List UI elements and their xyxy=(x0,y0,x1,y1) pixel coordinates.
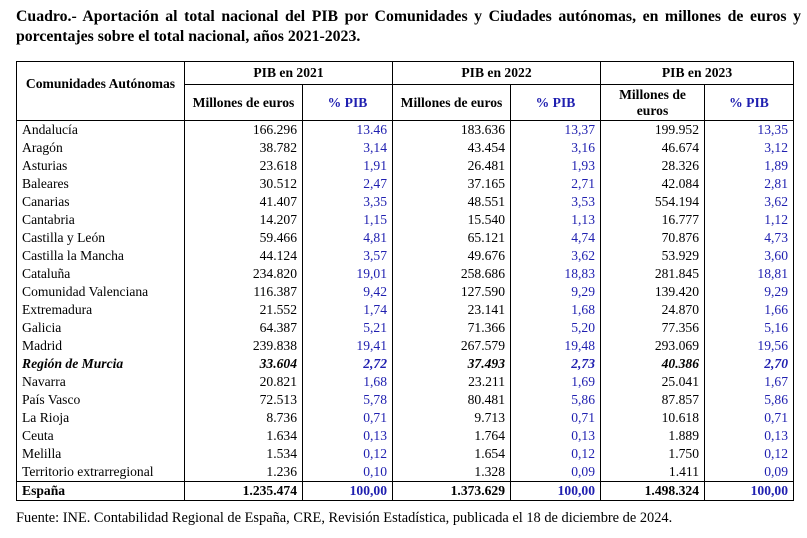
value-pct: 0,71 xyxy=(303,409,393,427)
value-millones: 127.590 xyxy=(393,283,511,301)
table-row xyxy=(17,175,794,193)
value-pct: 2,72 xyxy=(303,355,393,373)
value-millones: 41.407 xyxy=(185,193,303,211)
value-pct: 0,09 xyxy=(511,463,601,482)
table-row xyxy=(17,229,794,247)
value-millones: 23.618 xyxy=(185,157,303,175)
table-row xyxy=(17,121,794,140)
value-millones: 116.387 xyxy=(185,283,303,301)
value-pct: 13,35 xyxy=(705,121,794,140)
value-millones: 1.764 xyxy=(393,427,511,445)
value-pct: 1,91 xyxy=(303,157,393,175)
value-pct: 19,41 xyxy=(303,337,393,355)
region-name: Melilla xyxy=(17,445,185,463)
value-millones: 199.952 xyxy=(601,121,705,140)
value-millones: 70.876 xyxy=(601,229,705,247)
value-pct: 5,86 xyxy=(705,391,794,409)
table-row xyxy=(17,319,794,337)
value-millones: 24.870 xyxy=(601,301,705,319)
value-millones: 234.820 xyxy=(185,265,303,283)
subheader-millones: Millones de euros xyxy=(601,85,705,121)
table-row xyxy=(17,427,794,445)
value-millones: 43.454 xyxy=(393,139,511,157)
value-pct: 1,15 xyxy=(303,211,393,229)
table-row xyxy=(17,482,794,501)
table-row xyxy=(17,265,794,283)
value-pct: 9,42 xyxy=(303,283,393,301)
value-pct: 3,60 xyxy=(705,247,794,265)
table-caption: Cuadro.- Aportación al total nacional del PIB por Comunidades y Ciudades autónomas, en millones de euros y porcentajes sobre el total nacional, años 2021-2023. xyxy=(16,8,801,45)
region-name: Baleares xyxy=(17,175,185,193)
value-pct: 1,13 xyxy=(511,211,601,229)
subheader-millones: Millones de euros xyxy=(393,85,511,121)
value-millones: 10.618 xyxy=(601,409,705,427)
value-millones: 30.512 xyxy=(185,175,303,193)
subheader-pct: % PIB xyxy=(511,85,601,121)
value-pct: 3,16 xyxy=(511,139,601,157)
subheader-pct: % PIB xyxy=(705,85,794,121)
value-millones: 80.481 xyxy=(393,391,511,409)
table-body xyxy=(17,121,794,501)
header-year-2022: PIB en 2022 xyxy=(393,62,601,85)
value-pct: 2,73 xyxy=(511,355,601,373)
value-pct: 0,13 xyxy=(303,427,393,445)
value-pct: 3,12 xyxy=(705,139,794,157)
header-year-2023: PIB en 2023 xyxy=(601,62,794,85)
value-millones: 14.207 xyxy=(185,211,303,229)
value-millones: 267.579 xyxy=(393,337,511,355)
value-millones: 166.296 xyxy=(185,121,303,140)
value-millones: 37.493 xyxy=(393,355,511,373)
value-millones: 1.498.324 xyxy=(601,482,705,501)
value-millones: 65.121 xyxy=(393,229,511,247)
value-pct: 1,68 xyxy=(511,301,601,319)
value-millones: 183.636 xyxy=(393,121,511,140)
value-millones: 1.654 xyxy=(393,445,511,463)
table-row xyxy=(17,355,794,373)
value-pct: 0,09 xyxy=(705,463,794,482)
value-pct: 2,71 xyxy=(511,175,601,193)
region-name: Galicia xyxy=(17,319,185,337)
table-row xyxy=(17,283,794,301)
value-millones: 26.481 xyxy=(393,157,511,175)
value-millones: 239.838 xyxy=(185,337,303,355)
region-name: Madrid xyxy=(17,337,185,355)
value-millones: 1.328 xyxy=(393,463,511,482)
value-pct: 19,48 xyxy=(511,337,601,355)
region-name: Extremadura xyxy=(17,301,185,319)
value-pct: 100,00 xyxy=(705,482,794,501)
table-row xyxy=(17,157,794,175)
source-note: Fuente: INE. Contabilidad Regional de España, CRE, Revisión Estadística, publicada el 18 de diciembre de 2024. xyxy=(16,510,673,526)
value-millones: 44.124 xyxy=(185,247,303,265)
table-row xyxy=(17,301,794,319)
value-millones: 1.235.474 xyxy=(185,482,303,501)
table-row xyxy=(17,193,794,211)
table-row xyxy=(17,247,794,265)
value-pct: 2,81 xyxy=(705,175,794,193)
header-comunidades: Comunidades Autónomas xyxy=(17,62,185,121)
value-millones: 1.889 xyxy=(601,427,705,445)
value-millones: 15.540 xyxy=(393,211,511,229)
value-millones: 25.041 xyxy=(601,373,705,391)
region-name: Comunidad Valenciana xyxy=(17,283,185,301)
value-pct: 1,69 xyxy=(511,373,601,391)
subheader-millones: Millones de euros xyxy=(185,85,303,121)
value-pct: 18,83 xyxy=(511,265,601,283)
value-millones: 8.736 xyxy=(185,409,303,427)
value-millones: 77.356 xyxy=(601,319,705,337)
value-millones: 23.141 xyxy=(393,301,511,319)
value-pct: 1,89 xyxy=(705,157,794,175)
value-millones: 258.686 xyxy=(393,265,511,283)
value-pct: 3,14 xyxy=(303,139,393,157)
value-millones: 33.604 xyxy=(185,355,303,373)
value-millones: 48.551 xyxy=(393,193,511,211)
value-millones: 59.466 xyxy=(185,229,303,247)
value-millones: 40.386 xyxy=(601,355,705,373)
value-millones: 20.821 xyxy=(185,373,303,391)
region-name: Navarra xyxy=(17,373,185,391)
region-name: España xyxy=(17,482,185,501)
region-name: Castilla y León xyxy=(17,229,185,247)
value-pct: 2,70 xyxy=(705,355,794,373)
value-millones: 53.929 xyxy=(601,247,705,265)
value-pct: 9,29 xyxy=(705,283,794,301)
value-pct: 100,00 xyxy=(511,482,601,501)
header-year-2021: PIB en 2021 xyxy=(185,62,393,85)
region-name: Cataluña xyxy=(17,265,185,283)
value-millones: 1.236 xyxy=(185,463,303,482)
value-pct: 13.46 xyxy=(303,121,393,140)
value-pct: 1,93 xyxy=(511,157,601,175)
value-pct: 1,66 xyxy=(705,301,794,319)
region-name: Territorio extrarregional xyxy=(17,463,185,482)
value-pct: 3,62 xyxy=(511,247,601,265)
region-name: La Rioja xyxy=(17,409,185,427)
value-pct: 1,68 xyxy=(303,373,393,391)
table-row xyxy=(17,463,794,482)
value-millones: 71.366 xyxy=(393,319,511,337)
value-pct: 1,74 xyxy=(303,301,393,319)
value-pct: 19,01 xyxy=(303,265,393,283)
table-row xyxy=(17,391,794,409)
value-millones: 139.420 xyxy=(601,283,705,301)
value-pct: 0,12 xyxy=(511,445,601,463)
value-pct: 5,16 xyxy=(705,319,794,337)
value-pct: 0,10 xyxy=(303,463,393,482)
value-millones: 37.165 xyxy=(393,175,511,193)
table-row xyxy=(17,445,794,463)
value-millones: 1.534 xyxy=(185,445,303,463)
value-pct: 0,71 xyxy=(511,409,601,427)
value-millones: 1.373.629 xyxy=(393,482,511,501)
region-name: Andalucía xyxy=(17,121,185,140)
value-millones: 1.411 xyxy=(601,463,705,482)
value-pct: 19,56 xyxy=(705,337,794,355)
value-millones: 87.857 xyxy=(601,391,705,409)
value-pct: 4,81 xyxy=(303,229,393,247)
value-pct: 0,13 xyxy=(511,427,601,445)
value-pct: 0,71 xyxy=(705,409,794,427)
value-pct: 3,53 xyxy=(511,193,601,211)
value-millones: 72.513 xyxy=(185,391,303,409)
region-name: Región de Murcia xyxy=(17,355,185,373)
value-pct: 0,12 xyxy=(303,445,393,463)
table-row xyxy=(17,139,794,157)
value-pct: 4,73 xyxy=(705,229,794,247)
value-pct: 3,62 xyxy=(705,193,794,211)
value-millones: 23.211 xyxy=(393,373,511,391)
region-name: País Vasco xyxy=(17,391,185,409)
value-pct: 100,00 xyxy=(303,482,393,501)
value-pct: 3,35 xyxy=(303,193,393,211)
region-name: Cantabria xyxy=(17,211,185,229)
region-name: Canarias xyxy=(17,193,185,211)
value-pct: 1,12 xyxy=(705,211,794,229)
value-pct: 5,86 xyxy=(511,391,601,409)
value-millones: 554.194 xyxy=(601,193,705,211)
value-millones: 49.676 xyxy=(393,247,511,265)
value-pct: 2,47 xyxy=(303,175,393,193)
region-name: Ceuta xyxy=(17,427,185,445)
value-millones: 64.387 xyxy=(185,319,303,337)
value-millones: 38.782 xyxy=(185,139,303,157)
value-pct: 0,12 xyxy=(705,445,794,463)
value-millones: 28.326 xyxy=(601,157,705,175)
value-millones: 46.674 xyxy=(601,139,705,157)
value-pct: 18,81 xyxy=(705,265,794,283)
value-millones: 293.069 xyxy=(601,337,705,355)
subheader-pct: % PIB xyxy=(303,85,393,121)
table-row xyxy=(17,409,794,427)
value-pct: 9,29 xyxy=(511,283,601,301)
value-millones: 16.777 xyxy=(601,211,705,229)
table-row xyxy=(17,373,794,391)
region-name: Asturias xyxy=(17,157,185,175)
pib-table xyxy=(16,61,794,501)
value-millones: 21.552 xyxy=(185,301,303,319)
value-pct: 3,57 xyxy=(303,247,393,265)
value-pct: 0,13 xyxy=(705,427,794,445)
value-millones: 1.634 xyxy=(185,427,303,445)
region-name: Aragón xyxy=(17,139,185,157)
value-pct: 5,20 xyxy=(511,319,601,337)
region-name: Castilla la Mancha xyxy=(17,247,185,265)
value-pct: 5,21 xyxy=(303,319,393,337)
value-millones: 42.084 xyxy=(601,175,705,193)
value-pct: 5,78 xyxy=(303,391,393,409)
value-millones: 1.750 xyxy=(601,445,705,463)
table-row xyxy=(17,211,794,229)
value-pct: 1,67 xyxy=(705,373,794,391)
value-pct: 13,37 xyxy=(511,121,601,140)
value-pct: 4,74 xyxy=(511,229,601,247)
table-row xyxy=(17,337,794,355)
value-millones: 281.845 xyxy=(601,265,705,283)
value-millones: 9.713 xyxy=(393,409,511,427)
